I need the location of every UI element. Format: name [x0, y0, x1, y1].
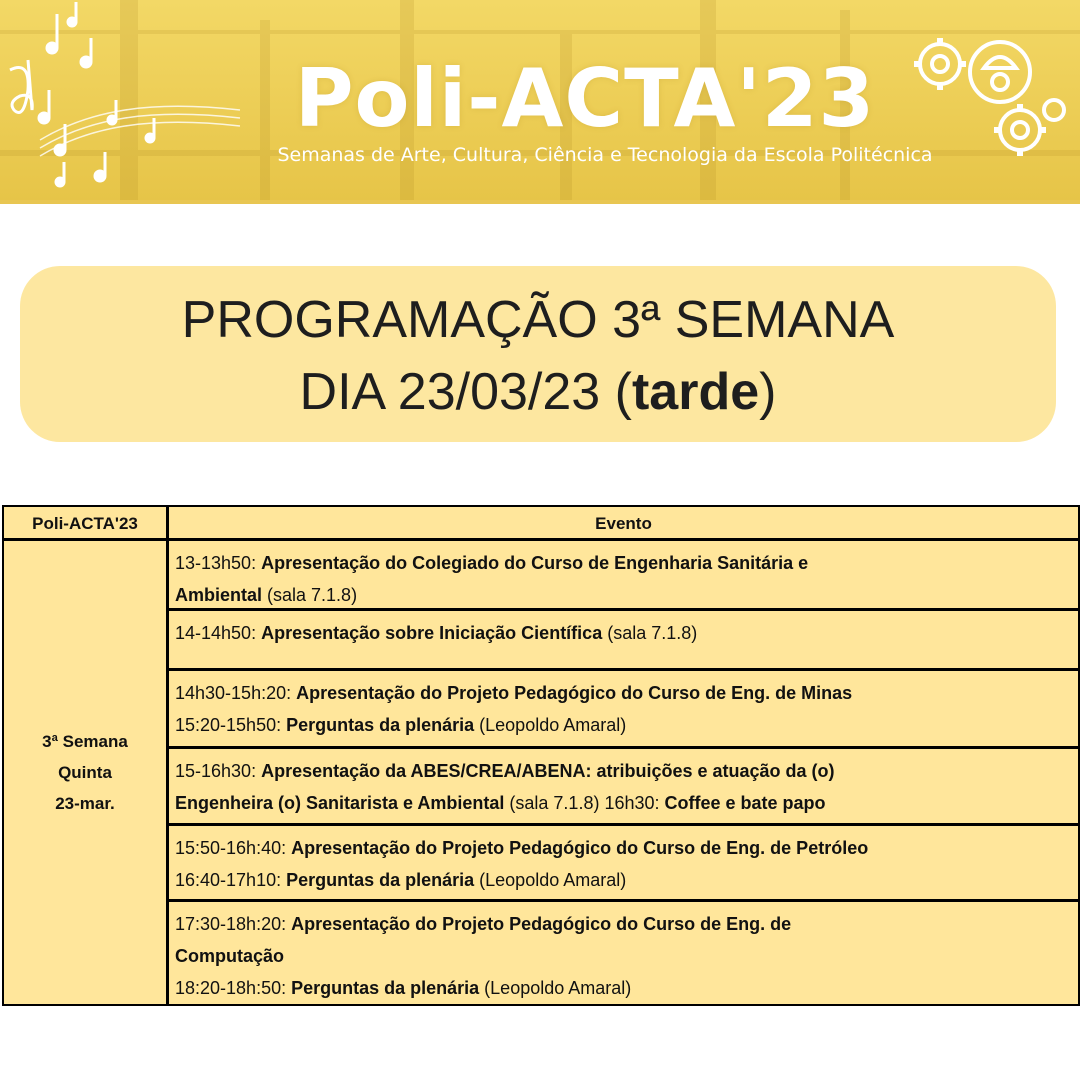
event-text-bold: Coffee e bate papo [664, 793, 826, 813]
event-row [169, 541, 1078, 611]
event-text-bold: Perguntas da plenária [291, 978, 480, 998]
table-header-edition: Poli-ACTA'23 [32, 514, 138, 533]
banner-title: Poli-ACTA'23 [294, 52, 876, 145]
event-text-bold: Computação [175, 946, 285, 966]
event-text: (sala 7.1.8) [602, 623, 698, 643]
heading-date-suffix: ) [759, 363, 777, 421]
week-cell [4, 541, 166, 1004]
event-text-bold: Apresentação do Projeto Pedagógico do Curso de Eng. de [291, 914, 792, 934]
schedule-table [2, 505, 1080, 1006]
event-line [175, 709, 1072, 741]
event-line [175, 940, 1072, 972]
event-text: 16:40-17h10: [175, 870, 287, 890]
event-text-bold: Ambiental [175, 585, 263, 605]
week-date: 23-mar. [55, 794, 115, 813]
event-text: 13-13h50: [175, 553, 262, 573]
week-day: Quinta [58, 763, 112, 782]
event-line [175, 617, 1072, 649]
event-text: (sala 7.1.8) 16h30: [504, 793, 665, 813]
event-row [169, 611, 1078, 671]
banner-subtitle: Semanas de Arte, Cultura, Ciência e Tecnologia da Escola Politécnica [277, 144, 933, 166]
event-line [175, 972, 1072, 1004]
event-text: (Leopoldo Amaral) [474, 870, 627, 890]
event-line [175, 755, 1072, 787]
event-text: (sala 7.1.8) [262, 585, 358, 605]
event-text-bold: Perguntas da plenária [286, 715, 475, 735]
event-line [175, 579, 1072, 611]
event-text-bold: Apresentação do Colegiado do Curso de Engenharia Sanitária e [261, 553, 809, 573]
event-text: 15:50-16h:40: [175, 838, 292, 858]
event-text-bold: Apresentação do Projeto Pedagógico do Curso de Eng. de Petróleo [291, 838, 869, 858]
event-text: 15:20-15h50: [175, 715, 287, 735]
event-row [169, 671, 1078, 749]
event-line [175, 547, 1072, 579]
event-text: 17:30-18h:20: [175, 914, 292, 934]
table-header-event: Evento [595, 514, 652, 533]
event-line [175, 787, 1072, 819]
event-text: 15-16h30: [175, 761, 262, 781]
header-banner [0, 0, 1080, 204]
event-text: 18:20-18h:50: [175, 978, 292, 998]
event-text-bold: Engenheira (o) Sanitarista e Ambiental [175, 793, 505, 813]
banner-divider [0, 200, 1080, 204]
event-text: 14h30-15h:20: [175, 683, 297, 703]
event-text: (Leopoldo Amaral) [479, 978, 632, 998]
event-line [175, 864, 1072, 896]
event-line [175, 832, 1072, 864]
event-row [169, 749, 1078, 826]
event-text-bold: Perguntas da plenária [286, 870, 475, 890]
event-text-bold: Apresentação do Projeto Pedagógico do Curso de Eng. de Minas [296, 683, 853, 703]
program-heading [20, 266, 1056, 442]
event-line [175, 677, 1072, 709]
event-line [175, 908, 1072, 940]
heading-date-period: tarde [631, 363, 760, 421]
heading-week: PROGRAMAÇÃO 3ª SEMANA [181, 291, 895, 349]
event-row [169, 826, 1078, 902]
heading-date-prefix: DIA 23/03/23 ( [299, 363, 632, 421]
week-label: 3ª Semana [42, 732, 128, 751]
event-text: (Leopoldo Amaral) [474, 715, 627, 735]
heading-date [20, 362, 1056, 422]
event-row [169, 902, 1078, 1004]
event-text-bold: Apresentação da ABES/CREA/ABENA: atribuições e atuação da (o) [261, 761, 835, 781]
event-text-bold: Apresentação sobre Iniciação Científica [261, 623, 603, 643]
event-text: 14-14h50: [175, 623, 262, 643]
